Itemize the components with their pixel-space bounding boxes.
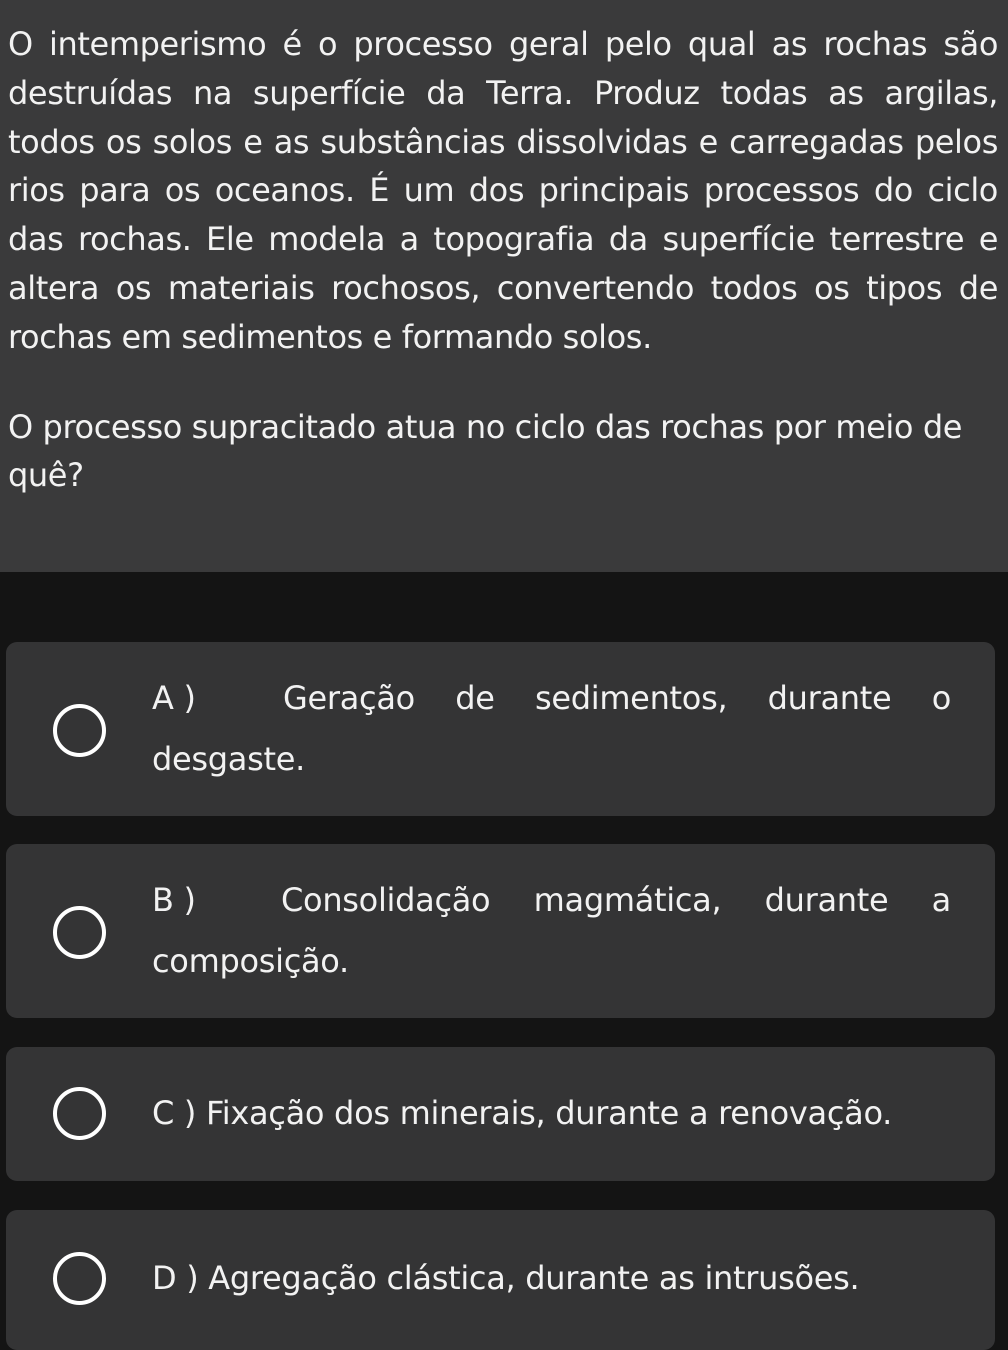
option-b-line1: Consolidação magmática, durante a [281, 881, 951, 919]
option-c[interactable] [6, 1047, 995, 1181]
option-b[interactable] [6, 844, 995, 1018]
option-c-text [152, 1083, 951, 1144]
option-a-line1: Geração de sedimentos, durante o [283, 679, 951, 717]
option-c-letter: C ) [152, 1094, 197, 1132]
options-list [0, 572, 1008, 1326]
option-b-letter: B ) [152, 881, 196, 919]
radio-circle-icon[interactable] [53, 1252, 106, 1305]
option-d-letter: D ) [152, 1259, 199, 1297]
option-d[interactable] [6, 1210, 995, 1350]
option-b-line2: composição. [152, 942, 349, 980]
question-panel [0, 0, 1008, 572]
option-a-line2: desgaste. [152, 740, 305, 778]
option-a[interactable] [6, 642, 995, 816]
option-a-text [152, 668, 951, 790]
question-prompt: O processo supracitado atua no ciclo das rochas por meio de quê? [8, 407, 963, 495]
radio-circle-icon[interactable] [53, 704, 106, 757]
option-c-label: Fixação dos minerais, durante a renovação. [205, 1094, 893, 1132]
radio-circle-icon[interactable] [53, 906, 106, 959]
radio-circle-icon[interactable] [53, 1087, 106, 1140]
option-d-text [152, 1248, 951, 1309]
option-b-text [152, 870, 951, 992]
option-a-letter: A ) [152, 679, 196, 717]
question-text: O intemperismo é o processo geral pelo qual as rochas são destruídas na superfície da Terra. Produz todas as argilas, todos os solos e as substâncias dissolvidas e carregadas pelos rios para os oceanos. É um dos principais processos do ciclo das rochas. Ele modela a topografia da superfície terrestre e altera os materiais rochosos, convertendo todos os tipos de rochas em sedimentos e formando solos. [8, 25, 998, 356]
option-d-label: Agregação clástica, durante as intrusões. [208, 1259, 860, 1297]
